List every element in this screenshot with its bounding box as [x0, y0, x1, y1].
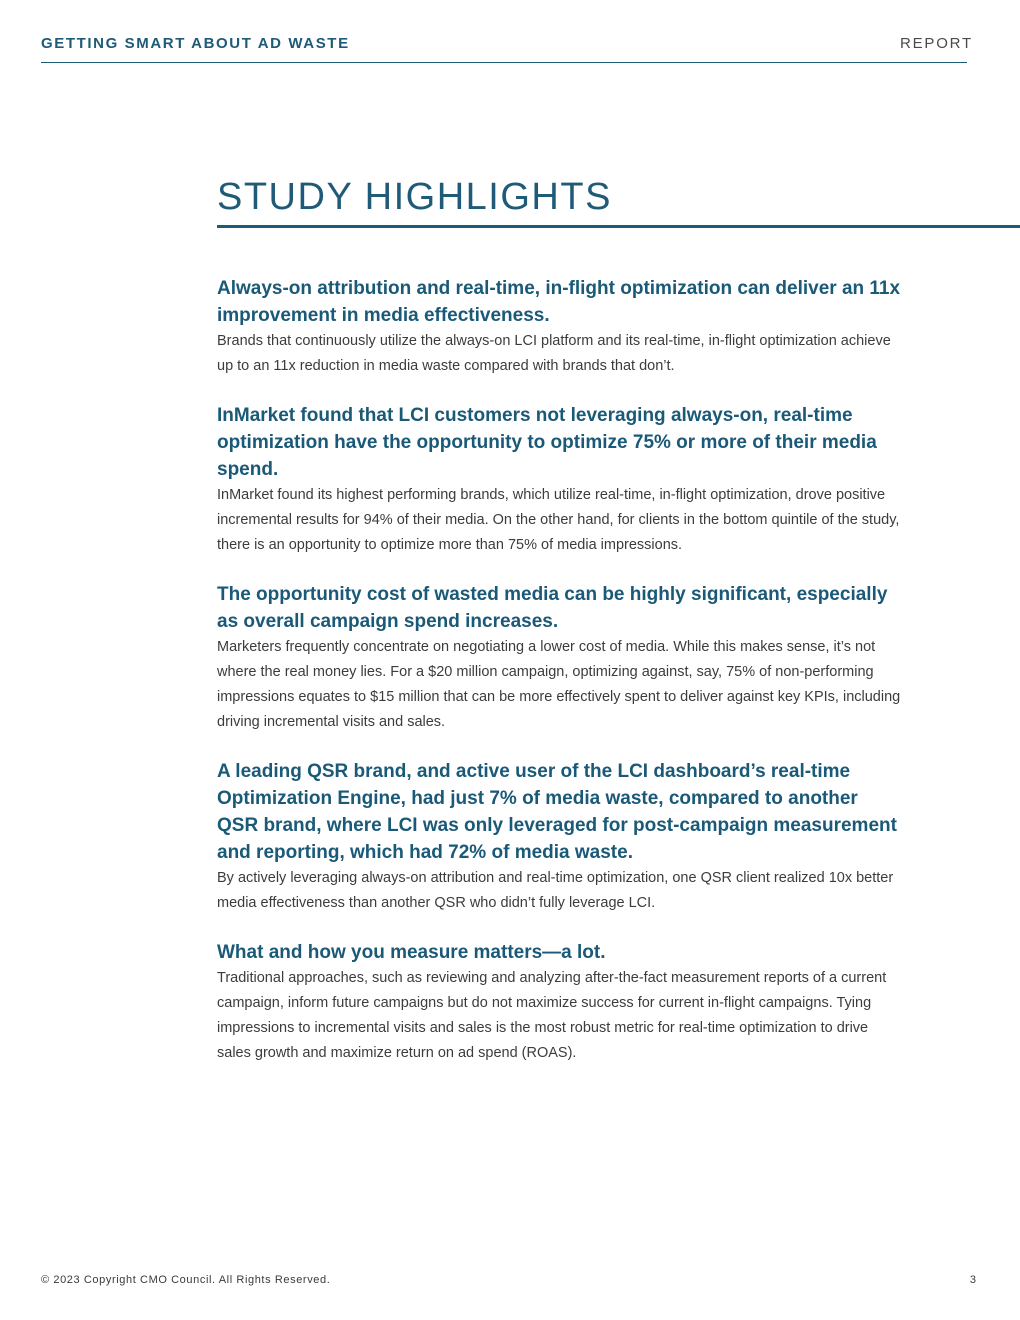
report-label: REPORT	[899, 35, 973, 52]
highlight-heading: InMarket found that LCI customers not leveraging always-on, real-time optimization have the opportunity to optimize 75% or more of their media spend.	[217, 405, 877, 480]
highlight-heading: What and how you measure matters—a lot.	[217, 942, 606, 963]
section-divider	[217, 225, 1020, 228]
highlight-item	[217, 402, 902, 558]
page-header	[41, 0, 973, 63]
report-title: GETTING SMART ABOUT AD WASTE	[41, 35, 350, 52]
highlight-body: InMarket found its highest performing brands, which utilize real-time, in-flight optimization, drove positive incremental results for 94% of their media. On the other hand, for clients in the bottom quintile of the study, there is an opportunity to optimize more than 75% of media impressions.	[217, 487, 900, 553]
highlight-item	[217, 939, 902, 1066]
highlight-body: Marketers frequently concentrate on negotiating a lower cost of media. While this makes sense, it’s not where the real money lies. For a $20 million campaign, optimizing against, say, 75% of non-performing impressions equates to $15 million that can be more effectively spent to deliver against key KPIs, including driving incremental visits and sales.	[217, 639, 901, 730]
highlight-item	[217, 758, 902, 916]
highlight-body: Brands that continuously utilize the always-on LCI platform and its real-time, in-flight optimization achieve up to an 11x reduction in media waste compared with brands that don’t.	[217, 333, 891, 374]
section-title: STUDY HIGHLIGHTS	[217, 176, 612, 218]
page-number: 3	[969, 1274, 976, 1286]
highlights-list	[217, 275, 902, 1089]
copyright-notice: © 2023 Copyright CMO Council. All Rights Reserved.	[41, 1274, 331, 1286]
highlight-heading: The opportunity cost of wasted media can be highly significant, especially as overall campaign spend increases.	[217, 584, 888, 632]
highlight-heading: A leading QSR brand, and active user of the LCI dashboard’s real-time Optimization Engine, had just 7% of media waste, compared to another QSR brand, where LCI was only leveraged for post-campaign measurement and reporting, which had 72% of media waste.	[217, 761, 897, 863]
highlight-body: Traditional approaches, such as reviewing and analyzing after-the-fact measurement reports of a current campaign, inform future campaigns but do not maximize success for current in-flight campaigns. Tying impressions to incremental visits and sales is the most robust metric for real-time optimization to drive sales growth and maximize return on ad spend (ROAS).	[217, 970, 887, 1061]
highlight-item	[217, 275, 902, 379]
highlight-item	[217, 581, 902, 735]
highlight-body: By actively leveraging always-on attribution and real-time optimization, one QSR client realized 10x better media effectiveness than another QSR who didn’t fully leverage LCI.	[217, 870, 894, 911]
highlight-heading: Always-on attribution and real-time, in-flight optimization can deliver an 11x improvement in media effectiveness.	[217, 278, 901, 326]
